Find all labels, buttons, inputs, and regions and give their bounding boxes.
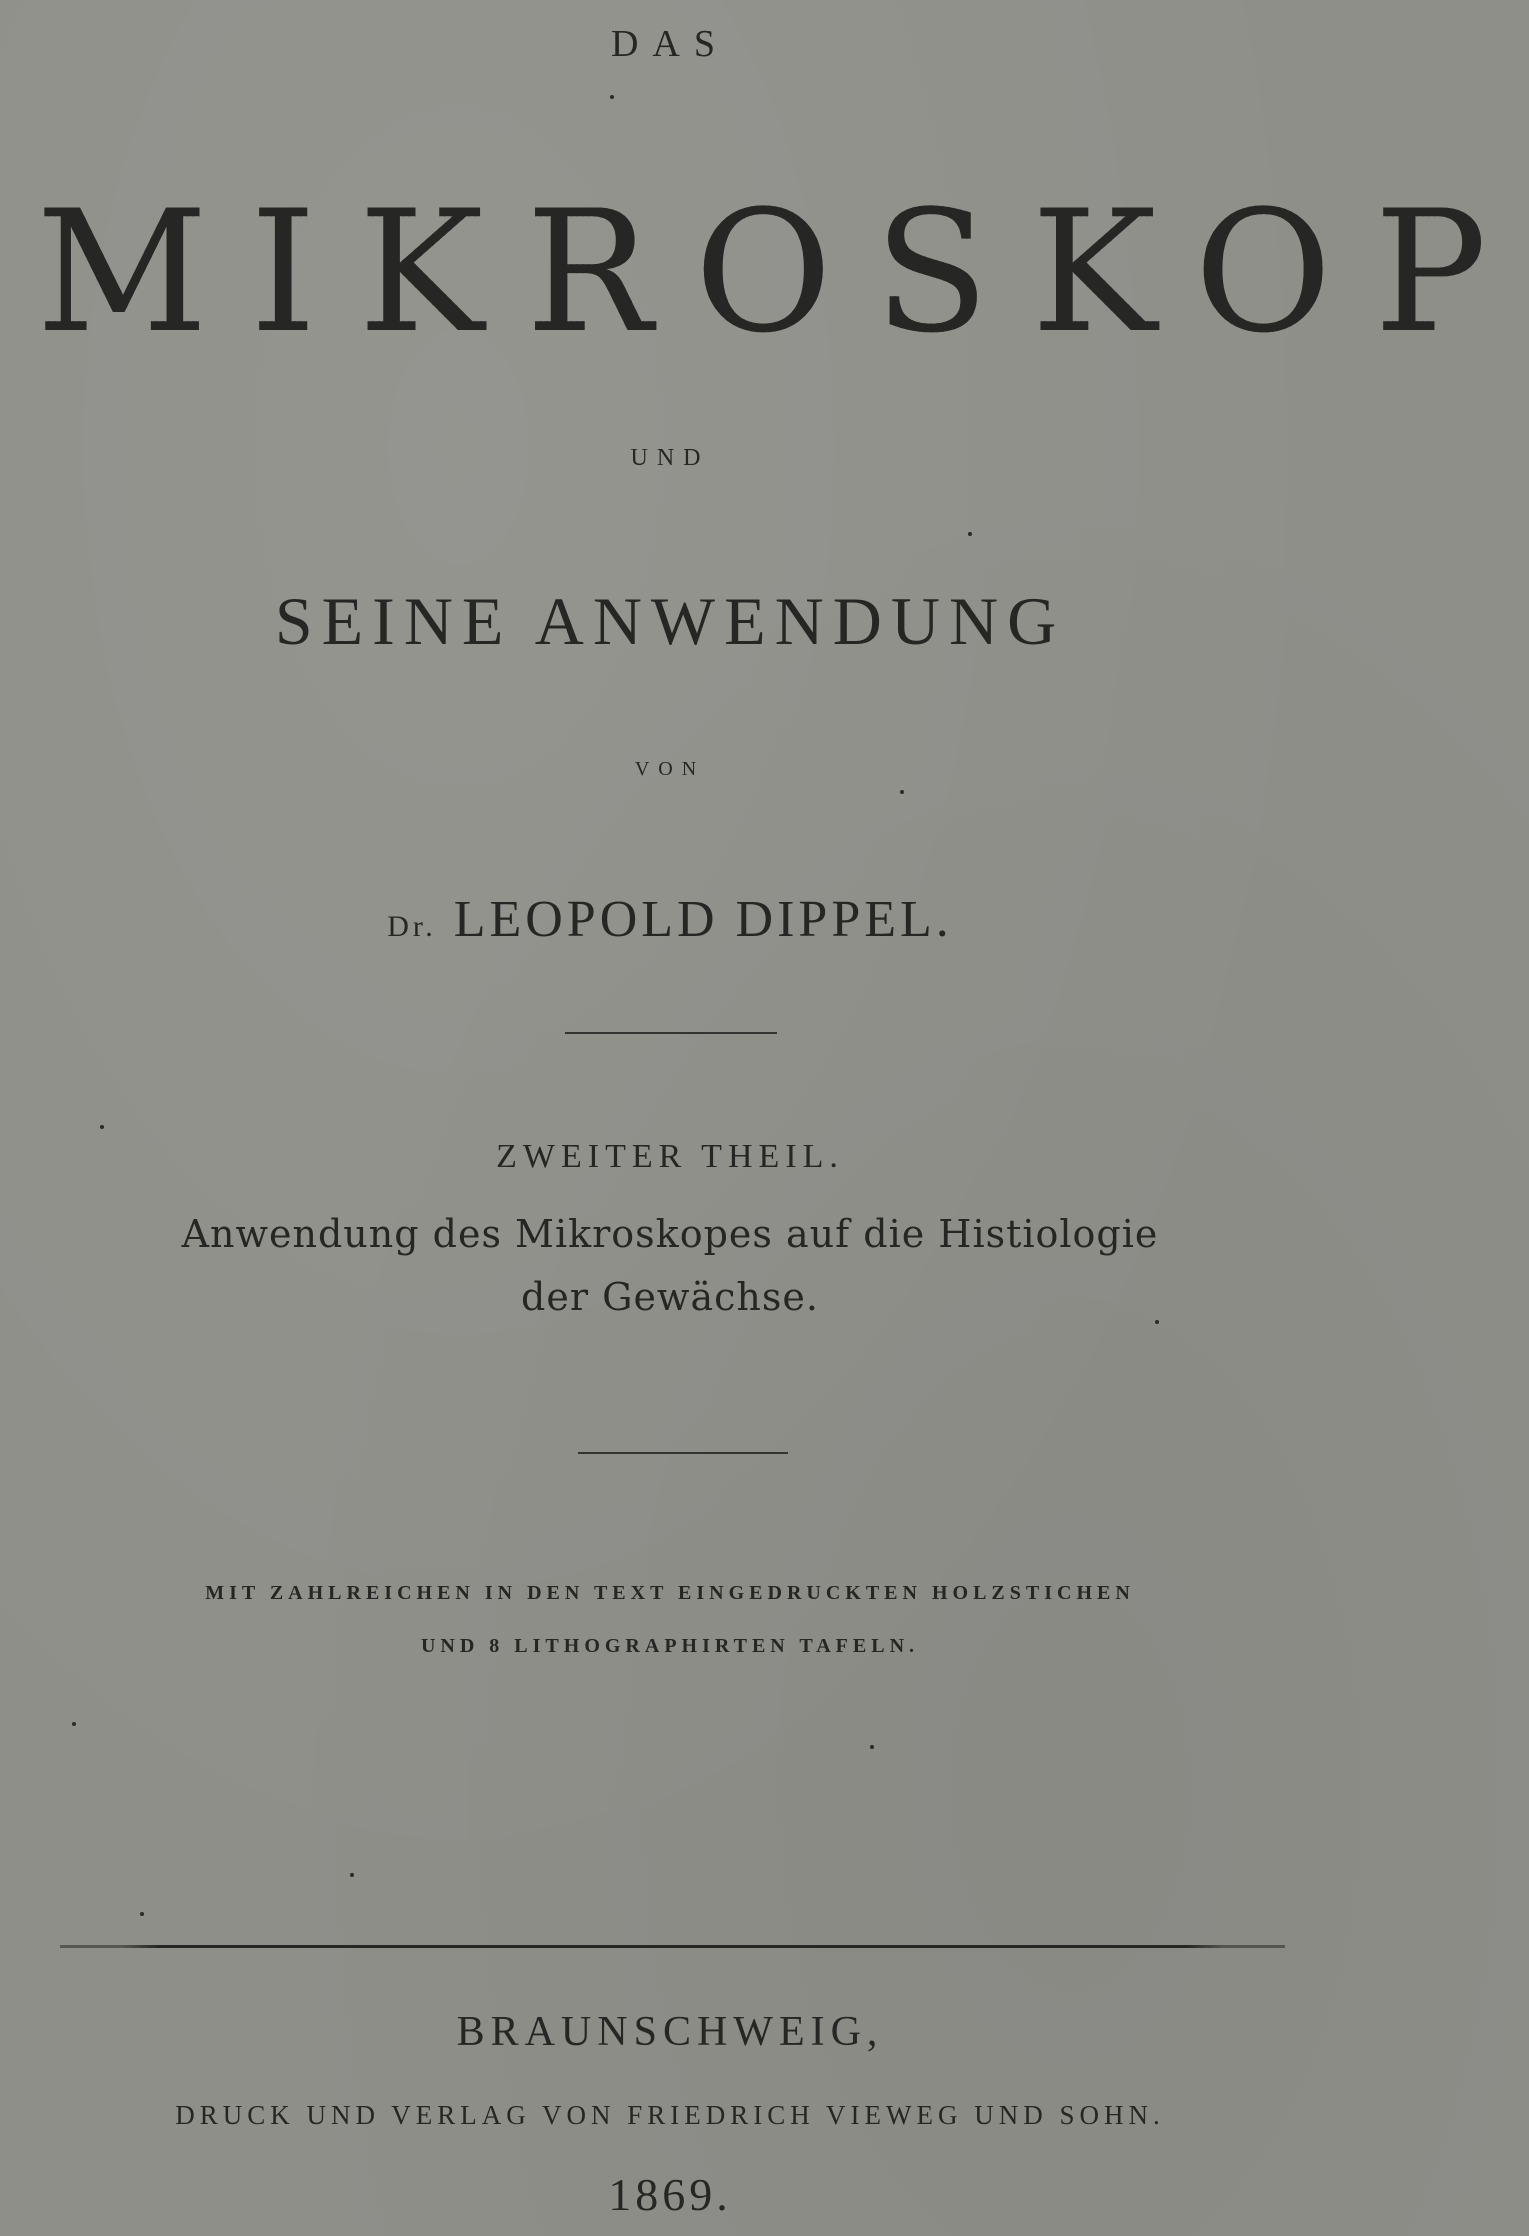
imprint-city: BRAUNSCHWEIG, [456, 2009, 884, 2055]
subtitle: SEINE ANWENDUNG [274, 583, 1066, 659]
title-conjunction: UND [630, 445, 710, 471]
imprint-rule [60, 1945, 1285, 1948]
paper-speck [900, 790, 904, 794]
part-title-line2: der Gewächse. [521, 1275, 819, 1319]
divider-rule-top [565, 1032, 777, 1034]
main-title-text: MIKROSKOP [36, 174, 1529, 370]
part-title-line1: Anwendung des Mikroskopes auf die Histiologie [181, 1212, 1159, 1256]
paper-speck [100, 1125, 104, 1129]
author-name: LEOPOLD DIPPEL. [453, 891, 953, 948]
main-title [0, 174, 1529, 370]
paper-speck [968, 532, 972, 536]
paper-speck [1155, 1320, 1159, 1324]
paper-speck [870, 1745, 874, 1749]
imprint-publisher: DRUCK UND VERLAG VON FRIEDRICH VIEWEG UND SOHN. [175, 2100, 1165, 2130]
part-heading: ZWEITER THEIL. [496, 1138, 844, 1175]
title-article: DAS [610, 23, 730, 65]
author-prefix: Dr. [387, 910, 437, 943]
paper-speck [350, 1873, 354, 1877]
illustrations-note-line2: UND 8 LITHOGRAPHIRTEN TAFELN. [420, 1635, 920, 1657]
imprint-year: 1869. [608, 2169, 732, 2220]
by-line: VON [634, 758, 706, 780]
author [0, 890, 1340, 949]
paper-speck [72, 1722, 76, 1726]
illustrations-note-line1: MIT ZAHLREICHEN IN DEN TEXT EINGEDRUCKTEN HOLZSTICHEN [205, 1582, 1135, 1604]
divider-rule-middle [578, 1452, 788, 1454]
paper-speck [610, 95, 614, 99]
paper-speck [140, 1912, 144, 1916]
